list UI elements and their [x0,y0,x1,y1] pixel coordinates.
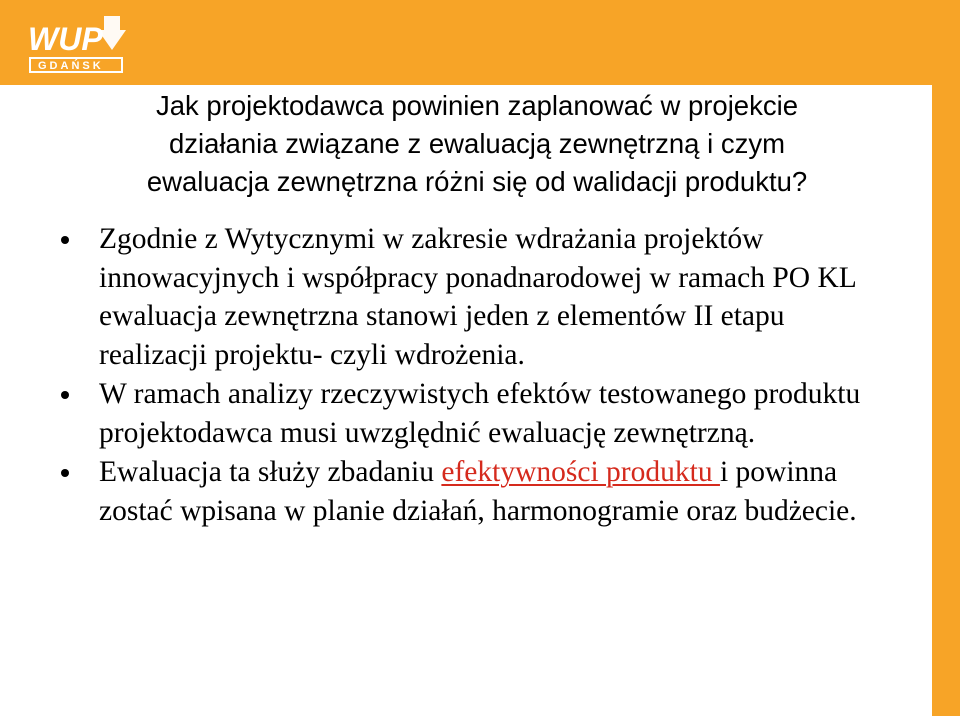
logo-text: WUP [28,21,103,57]
title-line-1: Jak projektodawca powinien zaplanować w projekcie [155,90,799,121]
title-line-3: ewaluacja zewnętrzna różni się od walidacji produktu? [146,166,808,197]
wup-logo-graphic [24,10,128,78]
page-title [62,87,892,201]
title-line-2: działania związane z ewaluacją zewnętrzną i czym [169,128,785,159]
right-band [932,85,960,716]
bullet-item [58,375,888,452]
bullet-text [99,453,888,530]
bullet-list [58,220,888,531]
bullet-dot-icon [61,236,69,244]
bullet-dot-icon [61,391,69,399]
bullet-dot-icon [61,469,69,477]
header-band [0,0,960,85]
wup-logo [24,10,128,78]
bullet-text: W ramach analizy rzeczywistych efektów testowanego produktu projektodawca musi uwzględnić ewaluację zewnętrzną. [99,378,861,449]
bullet-item [58,220,888,374]
highlight-text: efektywności produktu [441,456,720,488]
bullet-text-after: i powinna zostać wpisana w planie działań, harmonogramie oraz budżecie. [99,456,857,527]
bullet-item [58,453,888,530]
bullet-text-before: Ewaluacja ta służy zbadaniu [99,456,442,488]
bullet-text: Zgodnie z Wytycznymi w zakresie wdrażania projektów innowacyjnych i współpracy ponadnarodowej w ramach PO KL ewaluacja zewnętrzna stanowi jeden z elementów II etapu realizacji projektu- czyli wdrożenia. [99,223,856,371]
logo-subtext: GDAŃSK [38,60,104,72]
